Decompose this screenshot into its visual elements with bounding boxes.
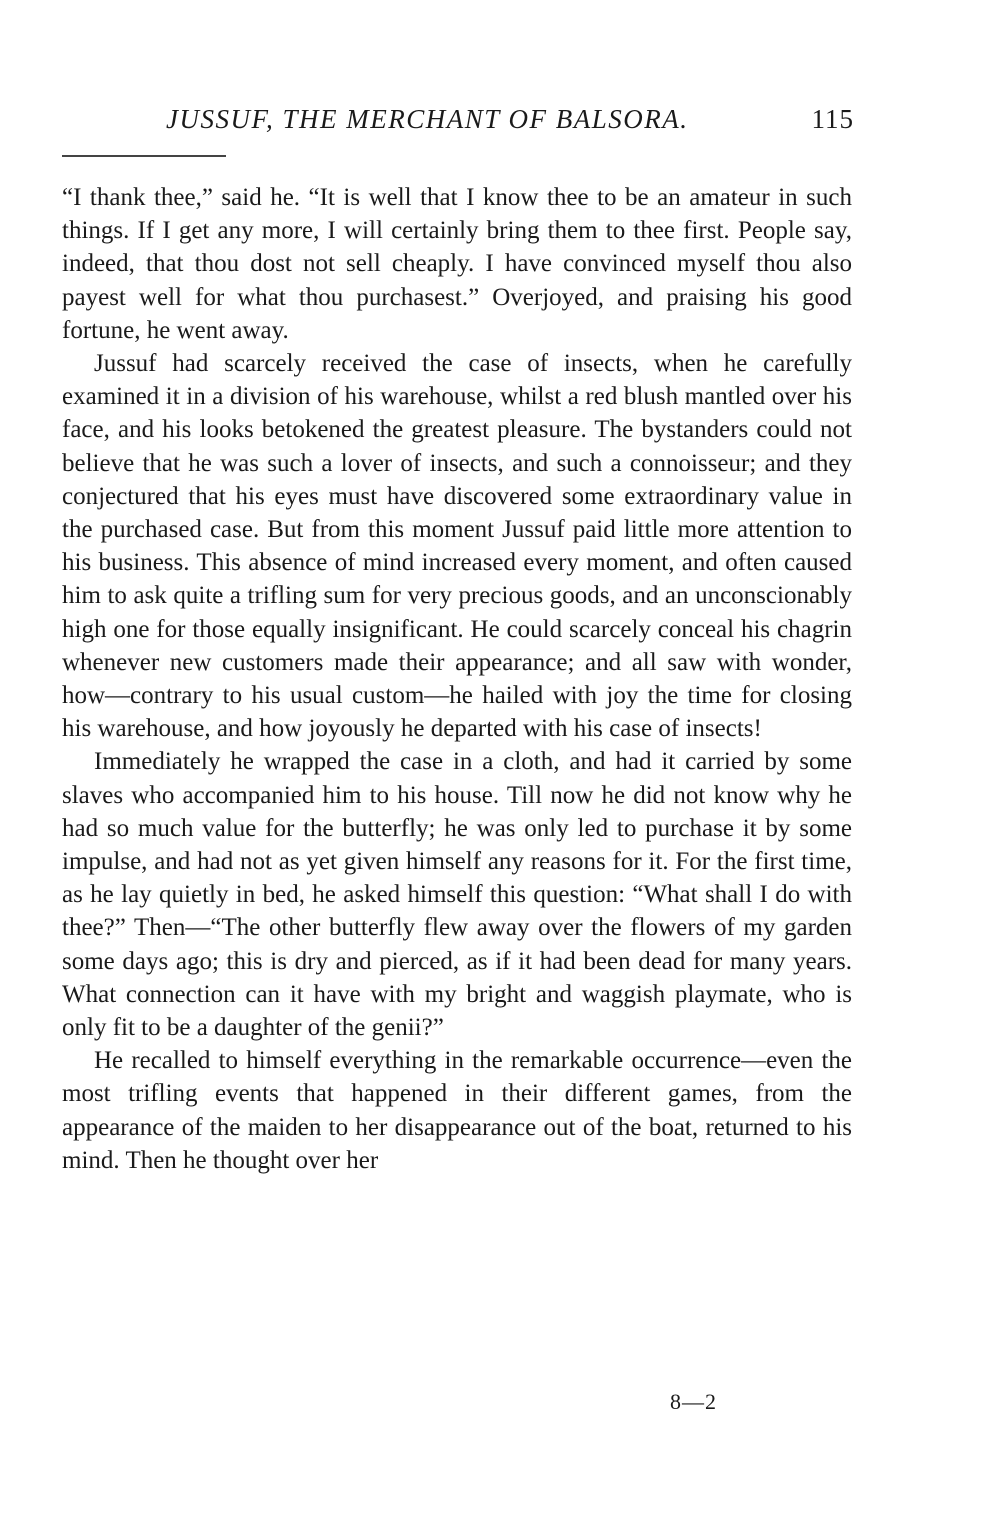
signature-mark: 8—2 — [670, 1389, 717, 1414]
paragraph: He recalled to himself everything in the remarkable occurrence—even the most trifling events that happened in their different games, from the appearance of the maiden to her disappearance out of the boat, returned to his mind. Then he thought over her — [62, 1047, 852, 1174]
page-header — [96, 104, 854, 144]
paragraph: “I thank thee,” said he. “It is well that I know thee to be an amateur in such things. If I get any more, I will certainly bring them to thee first. People say, indeed, that thou dost not sell cheaply. I have convinced myself thou also payest well for what thou purchasest.” Overjoyed, and praising his good fortune, he went away. — [62, 184, 852, 344]
paragraph: Jussuf had scarcely received the case of insects, when he carefully examined it in a division of his warehouse, whilst a red blush mantled over his face, and his looks betokened the greatest pleasure. The bystanders could not believe that he was such a lover of insects, and such a connoisseur; and they conjectured that his eyes must have discovered some extraordinary value in the purchased case. But from this moment Jussuf paid little more attention to his business. This absence of mind increased every moment, and often caused him to ask quite a trifling sum for very precious goods, and an unconscionably high one for those equally insignificant. He could scarcely conceal his chagrin whenever new customers made their appearance; and all saw with wonder, how—contrary to his usual custom—he hailed with joy the time for closing his warehouse, and how joyously he departed with his case of insects! — [62, 350, 852, 743]
body-text — [62, 181, 852, 1177]
page-number: 115 — [811, 104, 854, 134]
running-title: JUSSUF, THE MERCHANT OF BALSORA. — [166, 104, 689, 134]
header-rule — [62, 155, 226, 157]
paragraph: Immediately he wrapped the case in a cloth, and had it carried by some slaves who accompanied him to his house. Till now he did not know why he had so much value for the butterfly; he was only led to purchase it by some impulse, and had not as yet given himself any reasons for it. For the first time, as he lay quietly in bed, he asked himself this question: “What shall I do with thee?” Then—“The other butterfly flew away over the flowers of my garden some days ago; this is dry and pierced, as if it had been dead for many years. What connection can it have with my bright and waggish playmate, who is only fit to be a daughter of the genii?” — [62, 748, 852, 1042]
